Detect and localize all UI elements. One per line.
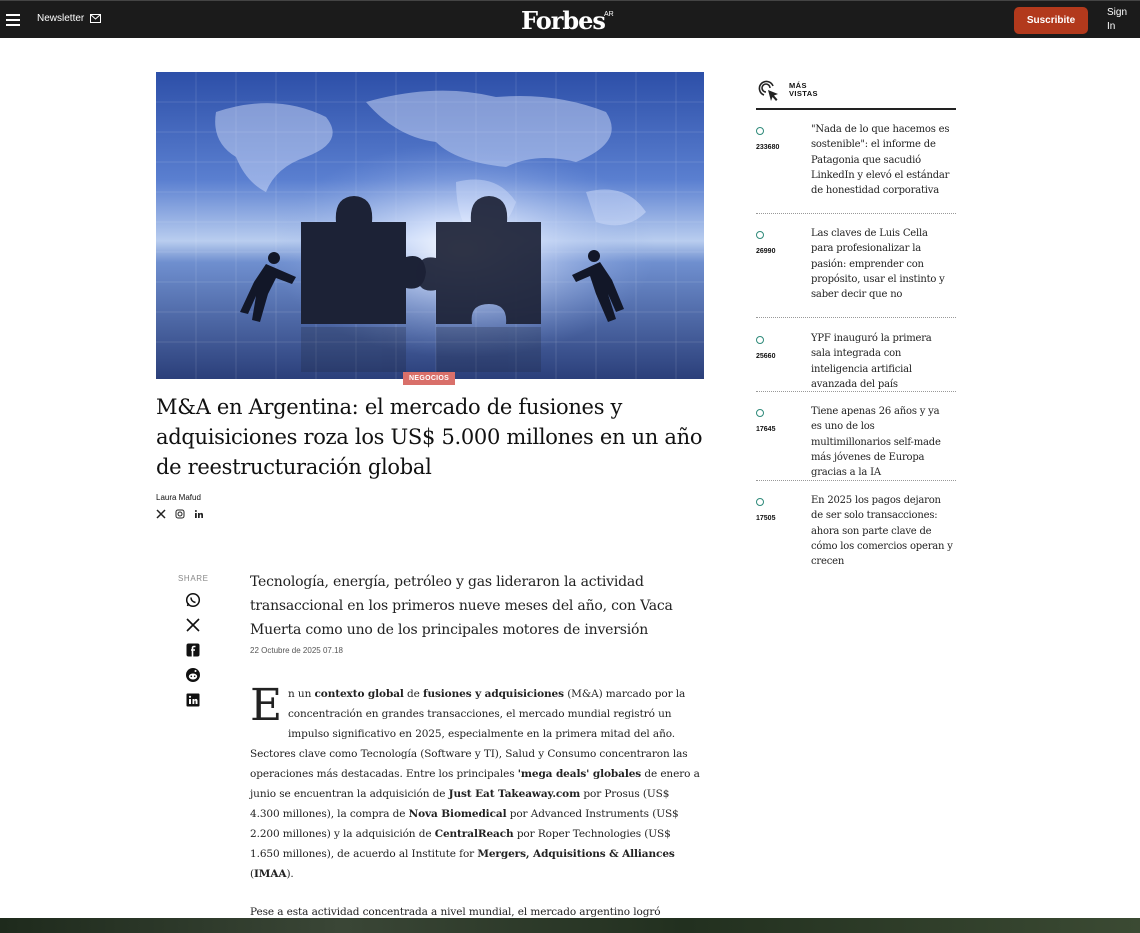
bold-text: CentralReach bbox=[434, 828, 514, 840]
cursor-click-icon bbox=[758, 80, 780, 102]
text: por Roper Technologies (US$ 1.650 millones), de acuerdo al Institute for bbox=[250, 828, 671, 860]
most-viewed-title-link[interactable]: Tiene apenas 26 años y ya es uno de los multimillonarios self-made más jóvenes de Europa gracias a la IA bbox=[811, 406, 941, 479]
most-viewed-title-link[interactable]: En 2025 los pagos dejaron de ser solo transacciones: ahora son parte clave de cómo los comercios operan y crecen bbox=[811, 495, 953, 568]
most-viewed-title-link[interactable]: Las claves de Luis Cella para profesionalizar la pasión: emprender con propósito, usar el instinto y saber decir que no bbox=[811, 228, 945, 301]
facebook-icon[interactable] bbox=[185, 642, 201, 658]
most-viewed-title-link[interactable]: YPF inauguró la primera sala integrada con inteligencia artificial avanzada del país bbox=[811, 333, 932, 390]
bold-text: fusiones y adquisiciones bbox=[423, 688, 564, 700]
title-line: MÁS bbox=[789, 81, 807, 90]
view-count: 233680 bbox=[756, 144, 780, 151]
share-label: SHARE bbox=[178, 574, 209, 583]
most-viewed-item[interactable] bbox=[756, 224, 956, 318]
article-body bbox=[250, 680, 702, 884]
article-paragraph bbox=[250, 680, 702, 884]
subscribe-button[interactable]: Suscribite bbox=[1014, 7, 1088, 34]
text: ). bbox=[286, 868, 294, 880]
most-viewed-header bbox=[756, 80, 956, 110]
rank-dot-icon bbox=[756, 127, 764, 135]
view-count: 17645 bbox=[756, 426, 776, 433]
drop-cap: E bbox=[250, 680, 283, 731]
view-count: 17505 bbox=[756, 515, 776, 522]
article-headline: M&A en Argentina: el mercado de fusiones y adquisiciones roza los US$ 5.000 millones en un año de reestructuración global bbox=[156, 395, 703, 479]
author-name[interactable]: Laura Mafud bbox=[156, 493, 201, 502]
most-viewed-title-link[interactable]: "Nada de lo que hacemos es sostenible": el informe de Patagonia que sacudió LinkedIn y elevó el estándar de honestidad corporativa bbox=[811, 124, 950, 197]
text: de enero a junio se encuentran la adquisición de bbox=[250, 768, 700, 800]
most-viewed-item[interactable] bbox=[756, 120, 956, 214]
bold-text: Just Eat Takeaway.com bbox=[448, 788, 581, 800]
bold-text: IMAA bbox=[254, 868, 287, 880]
rank-dot-icon bbox=[756, 231, 764, 239]
mail-icon bbox=[90, 14, 101, 23]
rank-dot-icon bbox=[756, 336, 764, 344]
text: por Prosus (US$ 4.300 millones), la compra de bbox=[250, 788, 670, 820]
hamburger-menu-icon[interactable] bbox=[6, 14, 20, 25]
most-viewed-item[interactable] bbox=[756, 329, 956, 392]
footer-image-strip bbox=[0, 918, 1140, 933]
logo-region: AR bbox=[604, 11, 614, 18]
reddit-icon[interactable] bbox=[185, 667, 201, 683]
text: de bbox=[403, 688, 424, 700]
text: (M&A) marcado por la concentración en grandes transacciones, el mercado mundial registró un impulso significativo en 2025, especialmente en la primera mitad del año. Sectores clave como Tecnología (Software y TI), Salud y Consumo concentraron las operaciones más destacadas. Entre los principales bbox=[250, 688, 688, 780]
rank-dot-icon bbox=[756, 498, 764, 506]
bold-text: Nova Biomedical bbox=[408, 808, 507, 820]
article-hero-image bbox=[156, 72, 704, 379]
article-paragraph-2: Pese a esta actividad concentrada a nivel mundial, el mercado argentino logró bbox=[250, 906, 661, 918]
rank-dot-icon bbox=[756, 409, 764, 417]
most-viewed-item[interactable] bbox=[756, 491, 956, 568]
bold-text: contexto global bbox=[314, 688, 404, 700]
newsletter-label: Newsletter bbox=[37, 13, 85, 24]
x-twitter-icon[interactable] bbox=[156, 509, 166, 519]
view-count: 25660 bbox=[756, 353, 776, 360]
publish-date: 22 Octubre de 2025 07.18 bbox=[250, 646, 343, 655]
text: por Advanced Instruments (US$ 2.200 millones) y la adquisición de bbox=[250, 808, 679, 840]
linkedin-icon[interactable] bbox=[194, 509, 204, 519]
share-toolbar bbox=[185, 592, 201, 708]
most-viewed-title bbox=[789, 82, 818, 98]
top-navigation-bar bbox=[0, 0, 1140, 38]
bold-text: Mergers, Adquisitions & Alliances bbox=[477, 848, 675, 860]
newsletter-link[interactable] bbox=[37, 13, 101, 24]
most-viewed-item[interactable] bbox=[756, 402, 956, 481]
author-social-links bbox=[156, 509, 204, 519]
x-share-icon[interactable] bbox=[185, 617, 201, 633]
forbes-logo[interactable]: Forbes bbox=[521, 6, 605, 35]
puzzle-illustration bbox=[156, 72, 704, 379]
view-count: 26990 bbox=[756, 248, 776, 255]
linkedin-share-icon[interactable] bbox=[185, 692, 201, 708]
sign-in-link[interactable]: Sign In bbox=[1107, 7, 1128, 32]
category-badge[interactable]: NEGOCIOS bbox=[403, 372, 455, 385]
article-subtitle: Tecnología, energía, petróleo y gas lideraron la actividad transaccional en los primeros nueve meses del año, con Vaca Muerta como uno de los principales motores de inversión bbox=[250, 574, 673, 638]
text: n un bbox=[288, 688, 315, 700]
whatsapp-icon[interactable] bbox=[185, 592, 201, 608]
instagram-icon[interactable] bbox=[175, 509, 185, 519]
title-line: VISTAS bbox=[789, 89, 818, 98]
text: ( bbox=[250, 868, 254, 880]
bold-text: 'mega deals' globales bbox=[517, 768, 642, 780]
